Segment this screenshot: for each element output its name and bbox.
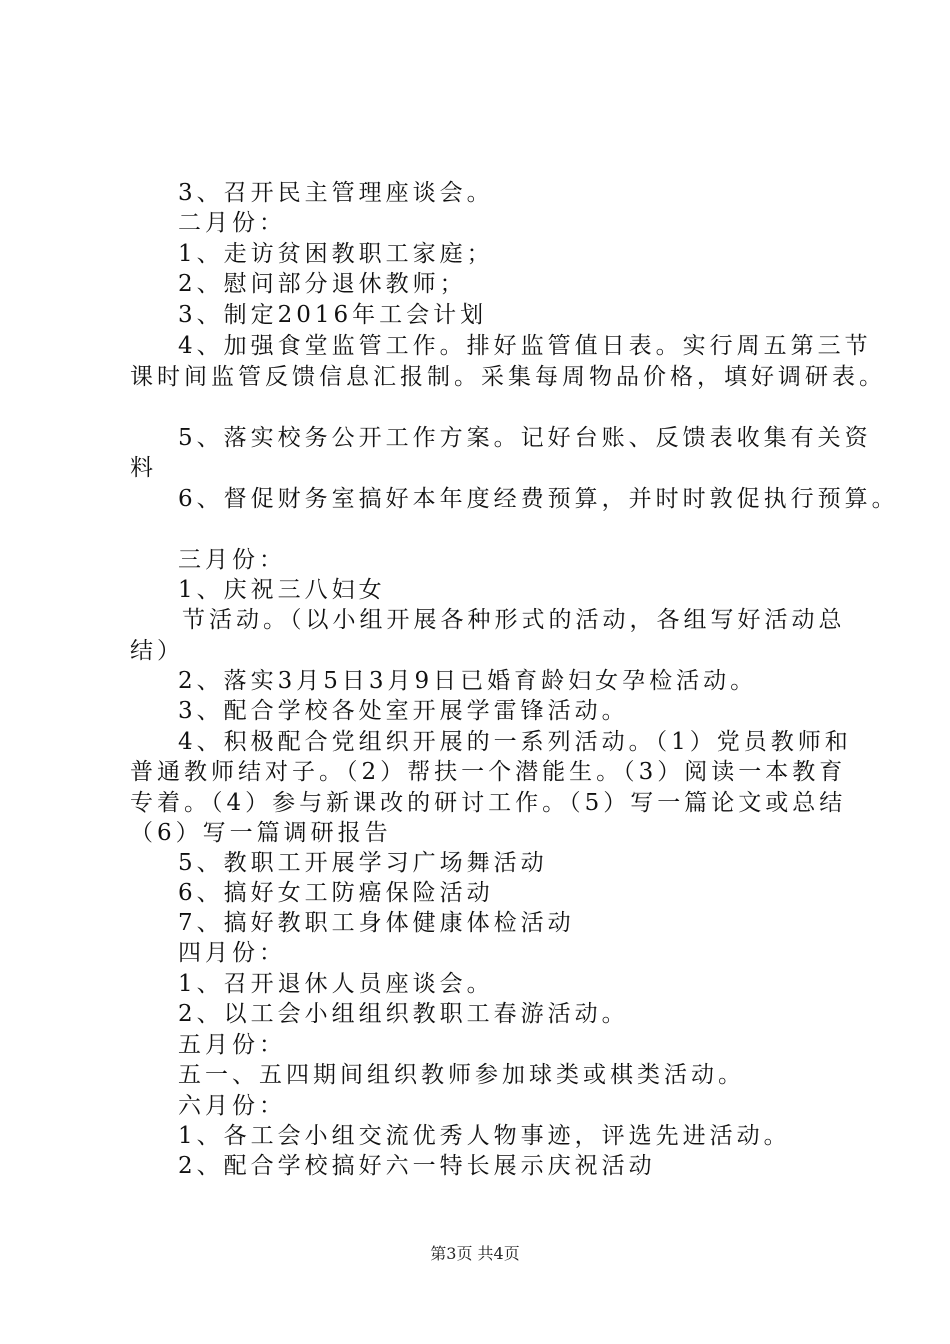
body-line: 4、加强食堂监管工作。排好监管值日表。实行周五第三节 bbox=[178, 333, 872, 359]
month-heading: 四月份： bbox=[178, 940, 286, 966]
body-line: 2、以工会小组组织教职工春游活动。 bbox=[178, 1001, 629, 1027]
month-heading: 五月份： bbox=[178, 1032, 286, 1058]
body-line: 6、搞好女工防癌保险活动 bbox=[178, 880, 494, 906]
body-line: 3、配合学校各处室开展学雷锋活动。 bbox=[178, 698, 629, 724]
body-line: 料 bbox=[130, 455, 157, 481]
body-line: 1、走访贫困教职工家庭； bbox=[178, 241, 494, 267]
body-line: 3、召开民主管理座谈会。 bbox=[178, 180, 494, 206]
body-line: 结） bbox=[130, 638, 184, 664]
body-line: 节活动。（以小组开展各种形式的活动，各组写好活动总 bbox=[182, 607, 846, 633]
body-line: 1、庆祝三八妇女 bbox=[178, 577, 386, 603]
body-line: 五一、五四期间组织教师参加球类或棋类活动。 bbox=[178, 1062, 745, 1088]
body-line: 7、搞好教职工身体健康体检活动 bbox=[178, 910, 575, 936]
month-heading: 六月份： bbox=[178, 1093, 286, 1119]
body-line: 3、制定2016年工会计划 bbox=[178, 302, 488, 328]
body-line: 1、召开退休人员座谈会。 bbox=[178, 971, 494, 997]
body-line: 专着。（4）参与新课改的研讨工作。（5）写一篇论文或总结 bbox=[130, 790, 847, 816]
body-line: 5、教职工开展学习广场舞活动 bbox=[178, 850, 548, 876]
body-line: （6）写一篇调研报告 bbox=[130, 820, 392, 846]
month-heading: 二月份： bbox=[178, 210, 286, 236]
page-footer: 第3页 共4页 bbox=[430, 1244, 520, 1263]
body-line: 5、落实校务公开工作方案。记好台账、反馈表收集有关资 bbox=[178, 425, 872, 451]
body-line: 普通教师结对子。（2）帮扶一个潜能生。（3）阅读一本教育 bbox=[130, 759, 847, 785]
body-line: 课时间监管反馈信息汇报制。采集每周物品价格，填好调研表。 bbox=[130, 364, 886, 390]
body-line: 6、督促财务室搞好本年度经费预算，并时时敦促执行预算。 bbox=[178, 486, 899, 512]
body-line: 4、积极配合党组织开展的一系列活动。（1）党员教师和 bbox=[178, 729, 852, 755]
body-line: 2、落实3月5日3月9日已婚育龄妇女孕检活动。 bbox=[178, 668, 758, 694]
body-line: 2、配合学校搞好六一特长展示庆祝活动 bbox=[178, 1153, 656, 1179]
body-line: 1、各工会小组交流优秀人物事迹，评选先进活动。 bbox=[178, 1123, 791, 1149]
body-line: 2、慰问部分退休教师； bbox=[178, 271, 467, 297]
month-heading: 三月份： bbox=[178, 547, 286, 573]
